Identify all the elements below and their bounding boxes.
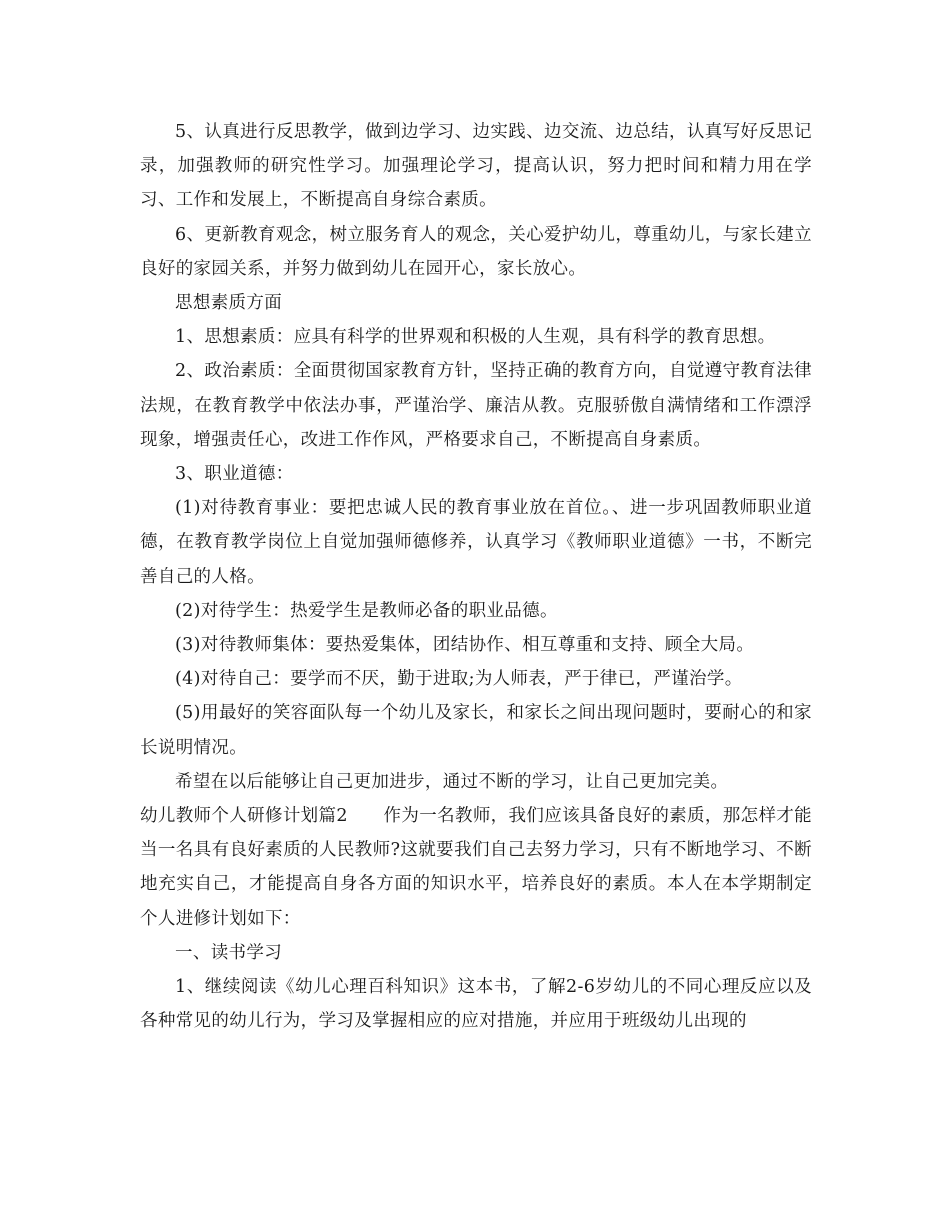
paragraph-ideological-quality: 1、思想素质：应具有科学的世界观和积极的人生观，具有科学的教育思想。	[175, 327, 776, 348]
paragraph-update-concepts: 6、更新教育观念，树立服务育人的观念，关心爱护幼儿，尊重幼儿，与家长建立良好的家园关系，并努力做到幼儿在园开心，家长放心。	[140, 224, 812, 279]
paragraph-ethics-self: (4)对待自己：要学而不厌，勤于进取;为人师表，严于律已，严谨治学。	[175, 669, 743, 690]
paragraph-ethics-parents: (5)用最好的笑容面队每一个幼儿及家长，和家长之间出现问题时，要耐心的和家长说明情况。	[140, 703, 812, 758]
section-heading-reading-study: 一、读书学习	[175, 942, 283, 963]
paragraph-closing-hope: 希望在以后能够让自己更加进步，通过不断的学习，让自己更加完美。	[175, 771, 729, 792]
section-heading-ideological-quality: 思想素质方面	[175, 293, 283, 314]
document-body	[140, 115, 812, 1038]
paragraph-plan-2-intro: 幼儿教师个人研修计划篇2 作为一名教师，我们应该具备良好的素质，那怎样才能当一名具有良好素质的人民教师?这就要我们自己去努力学习，只有不断地学习、不断地充实自己，才能提高自身各方面的知识水平，培养良好的素质。本人在本学期制定个人进修计划如下：	[140, 806, 812, 929]
paragraph-professional-ethics: 3、职业道德：	[175, 464, 294, 485]
paragraph-ethics-collective: (3)对待教师集体：要热爱集体，团结协作、相互尊重和支持、顾全大局。	[175, 635, 755, 656]
paragraph-reflective-teaching: 5、认真进行反思教学，做到边学习、边实践、边交流、边总结，认真写好反思记录，加强教师的研究性学习。加强理论学习，提高认识，努力把时间和精力用在学习、工作和发展上，不断提高自身综合素质。	[140, 122, 812, 211]
paragraph-ethics-career: (1)对待教育事业：要把忠诚人民的教育事业放在首位。、进一步巩固教师职业道德，在教育教学岗位上自觉加强师德修养，认真学习《教师职业道德》一书，不断完善自己的人格。	[140, 498, 812, 587]
paragraph-ethics-students: (2)对待学生：热爱学生是教师必备的职业品德。	[175, 600, 558, 621]
paragraph-political-quality: 2、政治素质：全面贯彻国家教育方针，坚持正确的教育方向，自觉遵守教育法律法规，在教育教学中依法办事，严谨治学、廉洁从教。克服骄傲自满情绪和工作漂浮现象，增强责任心，改进工作作风，严格要求自己，不断提高自身素质。	[140, 361, 812, 450]
paragraph-reading-book: 1、继续阅读《幼儿心理百科知识》这本书，了解2-6岁幼儿的不同心理反应以及各种常见的幼儿行为，学习及掌握相应的应对措施，并应用于班级幼儿出现的	[140, 977, 812, 1032]
